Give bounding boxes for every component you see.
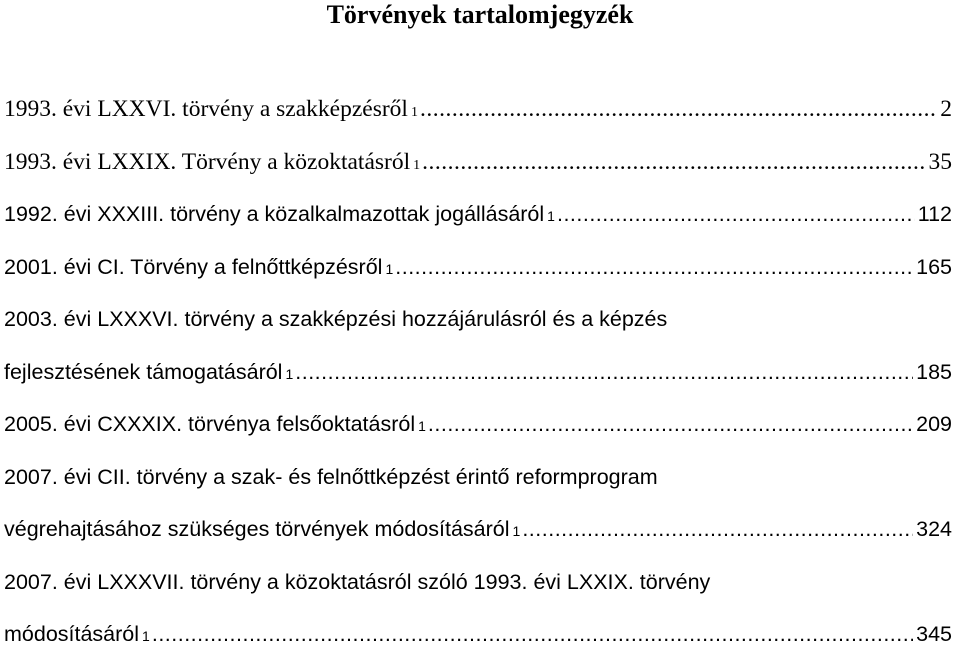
toc-entry-title: 2005. évi CXXXIX. törvénya felsőoktatásról	[4, 412, 416, 436]
toc-entry-line: 1993. évi LXXIX. Törvény a közoktatásról 1 ..... 35	[4, 136, 952, 189]
toc-entry-line	[4, 293, 952, 346]
toc-entry-line: 1993. évi LXXVI. törvény a szakképzésről 1 ..... 2	[4, 83, 952, 136]
dot-leader	[152, 619, 913, 650]
toc-page-number: 209	[916, 412, 952, 436]
toc-entry-line: 2001. évi CI. Törvény a felnőttképzésről 1 ..... 165	[4, 241, 952, 294]
toc-entry-title: módosításáról	[4, 622, 140, 646]
dot-leader	[522, 514, 913, 545]
toc-page-number: 185	[916, 359, 952, 384]
toc-entry-title: 1992. évi XXXIII. törvény a közalkalmazottak jogállásáról	[4, 202, 545, 226]
toc-page-number: 345	[916, 622, 952, 646]
toc-entry-title: fejlesztésének támogatásáról	[4, 359, 283, 384]
toc-entry-title-continued: 2003. évi LXXXVI. törvény a szakképzési hozzájárulásról és a képzés	[4, 307, 668, 331]
toc-entry-line: 2005. évi CXXXIX. törvénya felsőoktatásról 1 ..... 209	[4, 398, 952, 451]
toc-entry-line	[4, 451, 952, 504]
toc-page-number: 2	[940, 96, 952, 122]
page-title: Törvények tartalomjegyzék	[326, 0, 634, 29]
dot-leader	[422, 147, 925, 178]
dot-leader	[395, 252, 913, 283]
toc-entry-title: 1993. évi LXXVI. törvény a szakképzésről	[4, 96, 408, 122]
toc-entry-line: végrehajtásához szükséges törvények módosításáról 1 ..... 324	[4, 503, 952, 556]
toc-entry-title: 1993. évi LXXIX. Törvény a közoktatásról	[4, 148, 411, 175]
toc-entry-title-continued: 2007. évi LXXXVII. törvény a közoktatásról szóló 1993. évi LXXIX. törvény	[4, 569, 711, 594]
toc-entry-title: végrehajtásához szükséges törvények módosításáról	[4, 517, 510, 541]
toc-page-number: 324	[916, 517, 952, 541]
toc-entry-title-continued: 2007. évi CII. törvény a szak- és felnőttképzést érintő reformprogram	[4, 464, 658, 489]
toc-page-number: 35	[928, 148, 952, 175]
toc-page-number: 165	[916, 254, 952, 279]
toc-entry-line	[4, 556, 952, 609]
toc-entry-line: 1992. évi XXXIII. törvény a közalkalmazottak jogállásáról 1 ..... 112	[4, 188, 952, 241]
dot-leader	[420, 94, 937, 125]
toc-entry-title: 2001. évi CI. Törvény a felnőttképzésről	[4, 254, 383, 279]
toc-entry-line: módosításáról 1 ..... 345	[4, 608, 952, 661]
dot-leader	[557, 199, 915, 230]
dot-leader	[295, 357, 913, 388]
dot-leader	[428, 409, 913, 440]
toc-entry-line: fejlesztésének támogatásáról 1 ..... 185	[4, 346, 952, 399]
toc-page-number: 112	[917, 202, 952, 226]
